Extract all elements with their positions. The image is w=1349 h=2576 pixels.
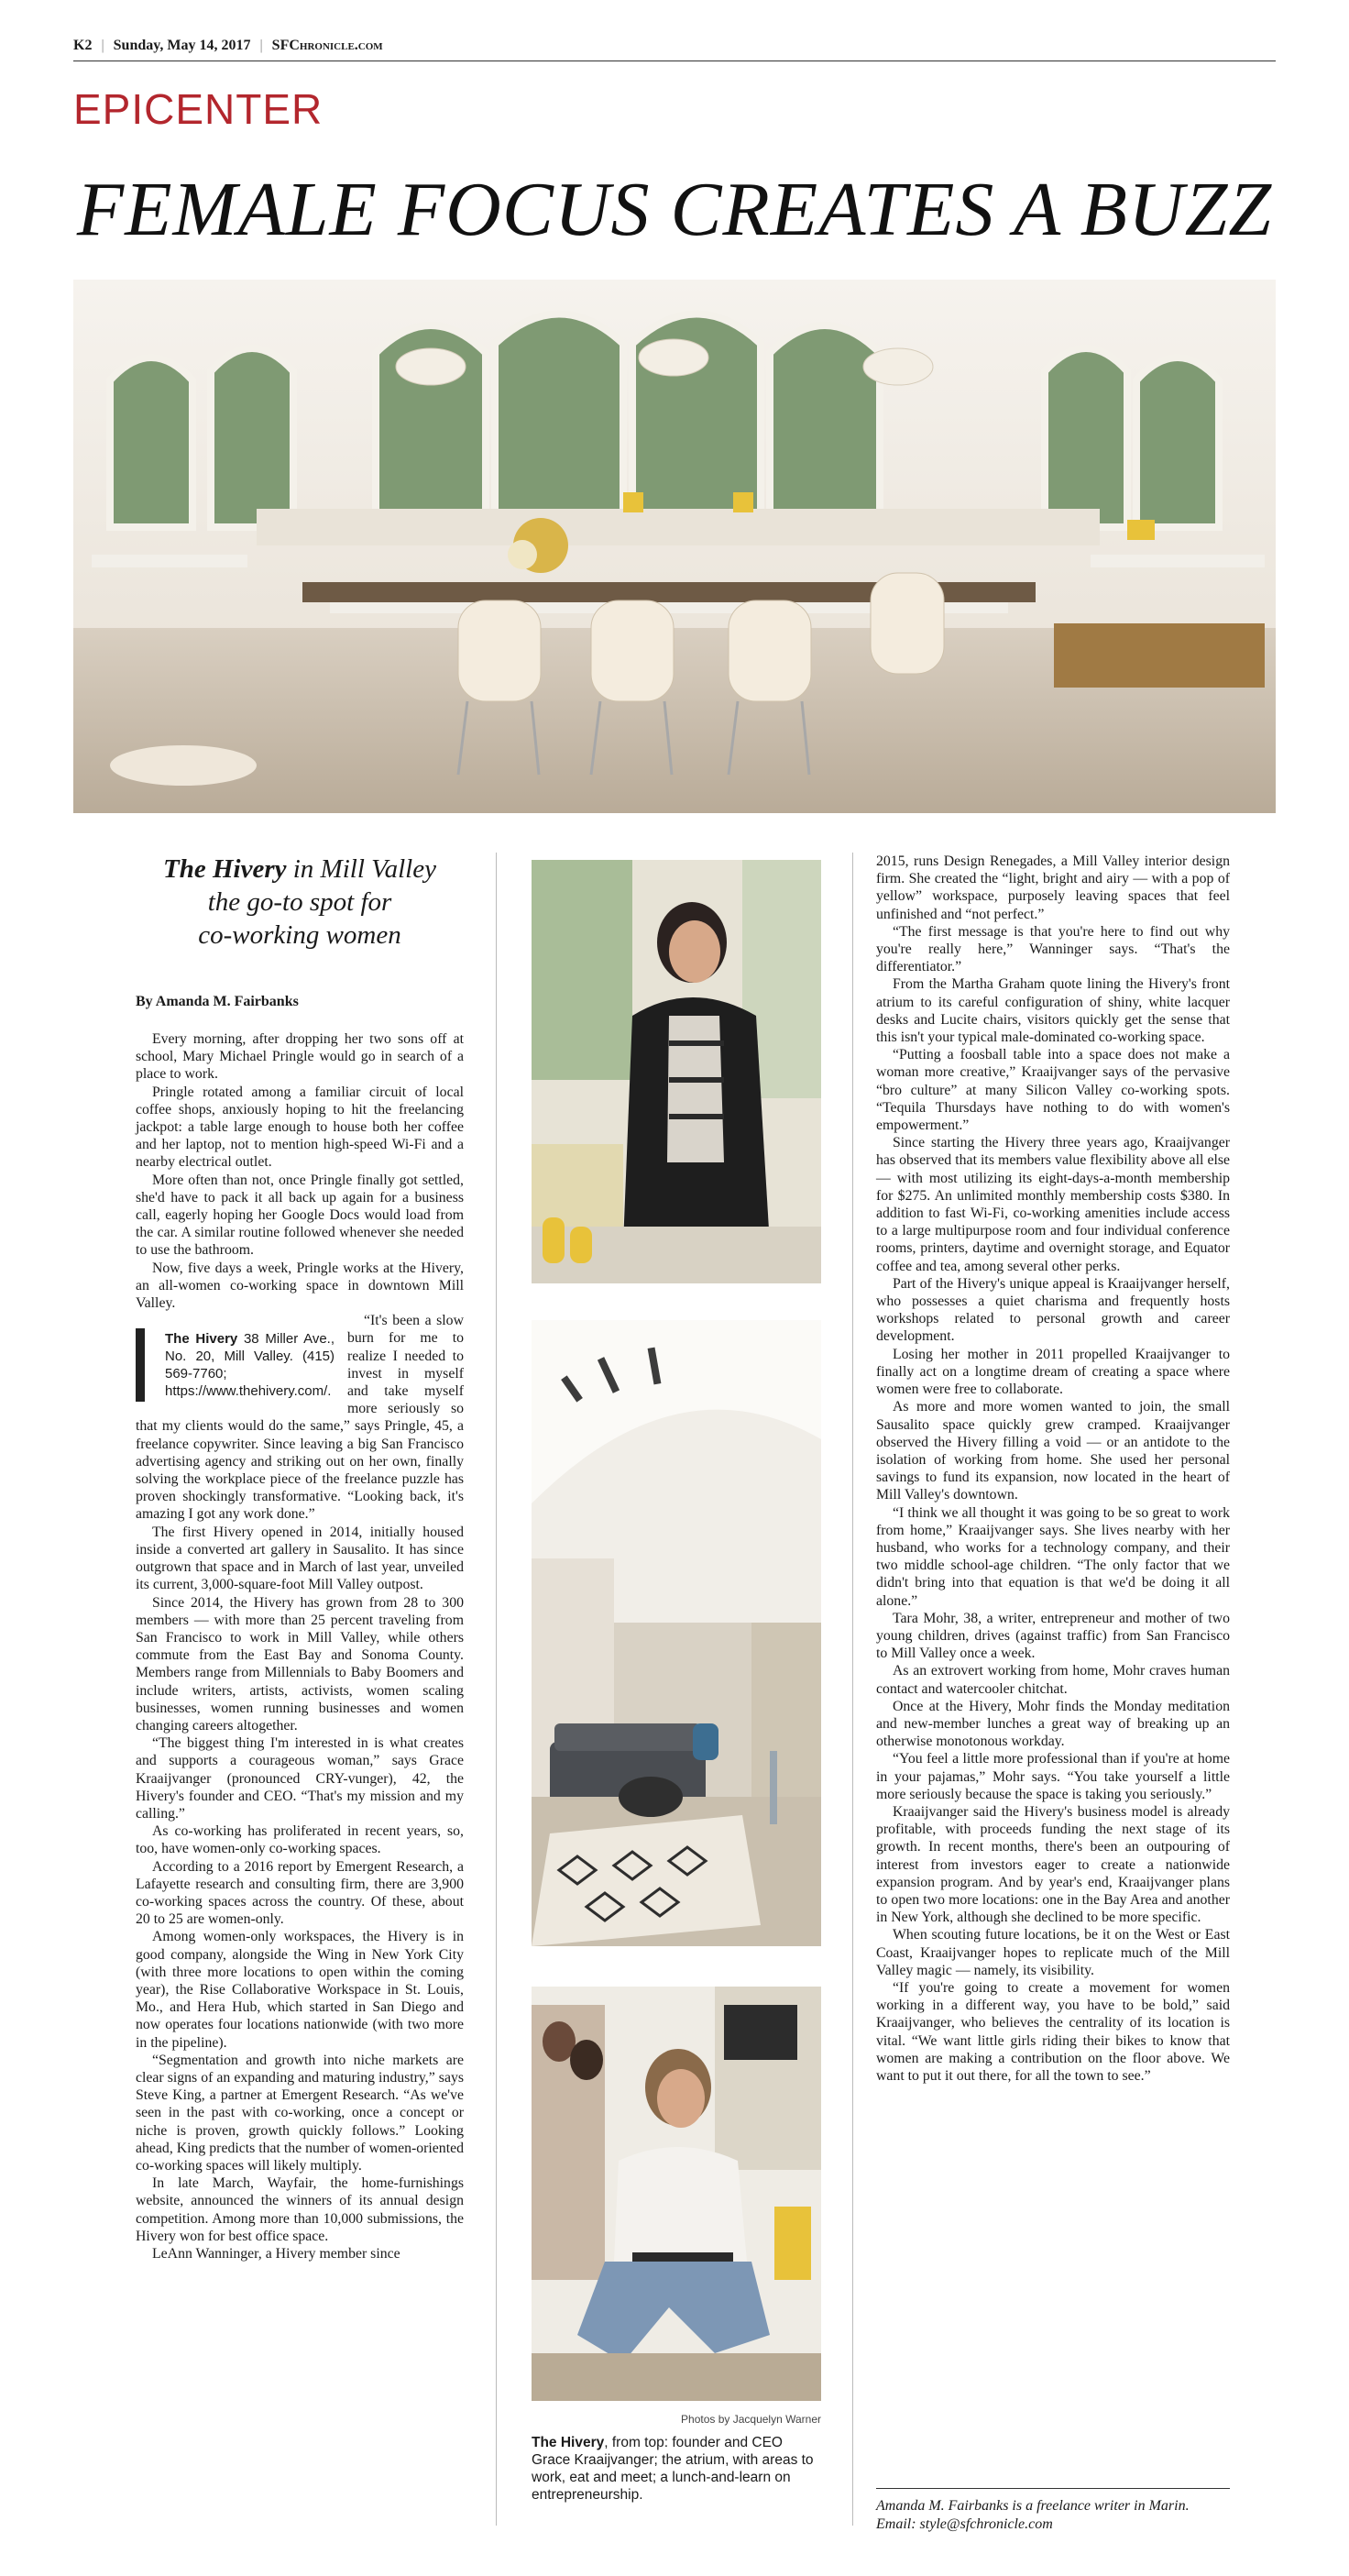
deck-line-2: the go-to spot for	[207, 887, 392, 917]
caption-text: , from top: founder and CEO Grace Kraaijvanger; the atrium, with areas to work, eat and meet; a lunch-and-learn on entrepreneurship.	[532, 2435, 814, 2503]
info-box-text: 38 Miller Ave., No. 20, Mill Valley. (415) 569-7760; https://www.thehivery.com/.	[165, 1331, 335, 1400]
folio	[73, 35, 1276, 57]
paragraph: More often than not, once Pringle finally got settled, she'd have to pack it all back up again for a business call, eagerly hoping her Google Docs would load from the car. A similar routine followed whenever she needed to use the bathroom.	[136, 1172, 464, 1259]
byline: By Amanda M. Fairbanks	[136, 994, 299, 1009]
paragraph: According to a 2016 report by Emergent Research, a Lafayette research and consulting firm, there are 3,900 co-working spaces across the country. Of these, about 20 to 25 are women-only.	[136, 1858, 464, 1928]
deck	[136, 853, 464, 952]
paragraph: “I think we all thought it was going to be so great to work from home,” Kraaijvanger says. She lives nearby with her husband, who works for a technology company, and their two middle school-age children. “The only factor that we didn't bring into that equation is that we'd be doing it all alone.”	[876, 1504, 1230, 1609]
info-box-name: The Hivery	[165, 1331, 238, 1348]
column-divider	[496, 853, 497, 2526]
folio-separator: |	[101, 38, 104, 53]
article-column-3	[876, 853, 1230, 2085]
paragraph: In late March, Wayfair, the home-furnishings website, announced the winners of its annual design competition. Among more than 10,000 submissions, the Hivery won for best office space.	[136, 2175, 464, 2244]
paragraph: “If you're going to create a movement for women working in a different way, you have to be bold,” said Kraaijvanger, who believes the centrality of its location is vital. “We want little girls riding their bikes to know that women are making a contribution on the floor above. We want to put it out there, for all the town to see.”	[876, 1980, 1230, 2085]
paragraph: “The biggest thing I'm interested in is what creates and supports a courageous woman,” says Grace Kraaijvanger (pronounced CRY-vunger), 42, the Hivery's founder and CEO. “That's my mission and my calling.”	[136, 1735, 464, 1822]
body-text	[136, 1030, 464, 2262]
folio-separator: |	[259, 38, 263, 53]
paragraph: “Putting a foosball table into a space does not make a woman more creative,” Kraaijvanger says of the pervasive “bro culture” at many Silicon Valley co-working spots. “Tequila Thursdays have nothing to do with women's empowerment.”	[876, 1047, 1230, 1134]
paragraph: “The first message is that you're here to find out why you're really here,” Wanninger says. “That's the differentiator.”	[876, 923, 1230, 975]
tagline-rule	[876, 2488, 1230, 2489]
article-column-1	[136, 853, 464, 2262]
paragraph: LeAnn Wanninger, a Hivery member since	[152, 2246, 400, 2262]
info-box	[136, 1328, 335, 1402]
paragraph: “Segmentation and growth into niche markets are clear signs of an expanding and maturing industry,” says Steve King, a partner at Emergent Research. “As we've seen in the past with co-working, once a concept or niche is proven, growth quickly follows.” Looking ahead, King predicts that the number of women-oriented co-working spaces will likely multiply.	[136, 2052, 464, 2174]
paragraph: The first Hivery opened in 2014, initially housed inside a converted art gallery in Sausalito. It has since outgrown that space and in March of last year, unveiled its current, 3,000-square-foot Mill Valley outpost.	[136, 1524, 464, 1593]
caption-name: The Hivery	[532, 2435, 605, 2450]
deck-line-1	[136, 853, 464, 886]
photo-founder	[532, 860, 821, 1283]
paragraph: Now, five days a week, Pringle works at the Hivery, an all-women co-working space in downtown Mill Valley.	[136, 1260, 464, 1312]
paragraph: As co-working has proliferated in recent years, so, too, have women-only co-working spaces.	[136, 1823, 464, 1857]
paragraph: As an extrovert working from home, Mohr craves human contact and watercooler chitchat.	[876, 1663, 1230, 1697]
site-name: SFChronicle.com	[271, 38, 383, 53]
paragraph: Once at the Hivery, Mohr finds the Monday meditation and new-member lunches a great way of breaking up an otherwise monotonous workday.	[876, 1698, 1230, 1750]
deck-line-3: co-working women	[198, 920, 401, 950]
section-label: EPICENTER	[73, 85, 324, 133]
deck-name: The Hivery	[163, 854, 287, 884]
paragraph: Kraaijvanger said the Hivery's business model is already profitable, with proceeds funding the next stage of its growth. In recent months, there's been an outpouring of interest from investors eager to create a nationwide expansion program. And by year's end, Kraaijvanger plans to open two more locations: one in the Bay Area and another in New York, although she declined to be more specific.	[876, 1803, 1230, 1926]
paragraph: Every morning, after dropping her two sons off at school, Mary Michael Pringle would go in search of a place to work.	[136, 1031, 464, 1083]
issue-date: Sunday, May 14, 2017	[113, 38, 251, 53]
photo-caption	[532, 2434, 821, 2504]
paragraph: Pringle rotated among a familiar circuit of local coffee shops, anxiously hoping to hit the freelancing jackpot: a table large enough to house both her coffee and her laptop, not to mention high-speed Wi-Fi and a nearby electrical outlet.	[136, 1084, 464, 1171]
paragraph: Among women-only workspaces, the Hivery is in good company, alongside the Wing in New York City (with three more locations to open within the coming year), the Rise Collaborative Workspace in St. Louis, Mo., and Hera Hub, which started in San Diego and now operates four locations nationwide (with two more in the pipeline).	[136, 1929, 464, 2051]
paragraph: “You feel a little more professional than if you're at home in your pajamas,” Mohr says. “You take yourself a little more seriously because the space is taking you seriously.”	[876, 1751, 1230, 1802]
paragraph: As more and more women wanted to join, the small Sausalito space quickly grew cramped. Kraaijvanger observed the Hivery filling a void — or an antidote to the isolation of working from home. She used her personal savings to fund its expansion, now located in the heart of Mill Valley's downtown.	[876, 1399, 1230, 1503]
paragraph: 2015, runs Design Renegades, a Mill Valley interior design firm. She created the “light, bright and airy — with a pop of yellow” workspace, purposely leaving spaces that feel unfinished and “not perfect.”	[876, 853, 1230, 922]
deck-line-1-rest: in Mill Valley	[286, 854, 436, 884]
author-tagline: Amanda M. Fairbanks is a freelance writer in Marin. Email: style@sfchronicle.com	[876, 2498, 1190, 2532]
photo-atrium	[532, 1320, 821, 1946]
headline: FEMALE FOCUS CREATES A BUZZ	[76, 167, 1273, 252]
paragraph: Since 2014, the Hivery has grown from 28 to 300 members — with more than 25 percent traveling from San Francisco to work in Mill Valley, while others commute from the East Bay and Sonoma County. Members range from Millennials to Baby Boomers and include writers, artists, activists, women scaling businesses, women running businesses and women changing careers altogether.	[136, 1594, 464, 1734]
paragraph: From the Martha Graham quote lining the Hivery's front atrium to its careful configuration of shiny, white lacquer desks and Lucite chairs, visitors quickly get the sense that this isn't your typical male-dominated co-working space.	[876, 976, 1230, 1046]
paragraph: Losing her mother in 2011 propelled Kraaijvanger to finally act on a longtime dream of creating a space where women were free to collaborate.	[876, 1346, 1230, 1398]
hero-photo	[73, 280, 1276, 813]
column-divider	[852, 853, 853, 2526]
photo-credit: Photos by Jacquelyn Warner	[681, 2413, 821, 2426]
paragraph: “It's been a slow burn for me to realize I needed to invest in myself and take myself more seriously so that my clients would do the same,” says Pringle, 45, a freelance copywriter. Since leaving a big San Francisco advertising agency and striking out on her own, finally solving the workplace piece of the freelance puzzle has proven shockingly transformative. “Looking back, it's amazing I got any work done.”	[136, 1313, 464, 1523]
page-number: K2	[73, 38, 93, 53]
paragraph: When scouting future locations, be it on the West or East Coast, Kraaijvanger hopes to replicate much of the Mill Valley magic — namely, its visibility.	[876, 1927, 1230, 1978]
paragraph: Since starting the Hivery three years ago, Kraaijvanger has observed that its members value flexibility above all else — with most utilizing its eight-days-a-month membership for $275. An unlimited monthly membership costs $380. In addition to fast Wi-Fi, co-working amenities include access to a large multipurpose room and four individual conference rooms, printers, daytime and overnight storage, and Equator coffee and tea, among several other perks.	[876, 1135, 1230, 1274]
paragraph: Part of the Hivery's unique appeal is Kraaijvanger herself, who possesses a quiet charisma and frequently hosts workshops related to personal growth and career development.	[876, 1275, 1230, 1345]
photo-lunch-and-learn	[532, 1987, 821, 2401]
paragraph: Tara Mohr, 38, a writer, entrepreneur and mother of two young children, drives (against traffic) from San Francisco to Mill Valley once a week.	[876, 1610, 1230, 1662]
